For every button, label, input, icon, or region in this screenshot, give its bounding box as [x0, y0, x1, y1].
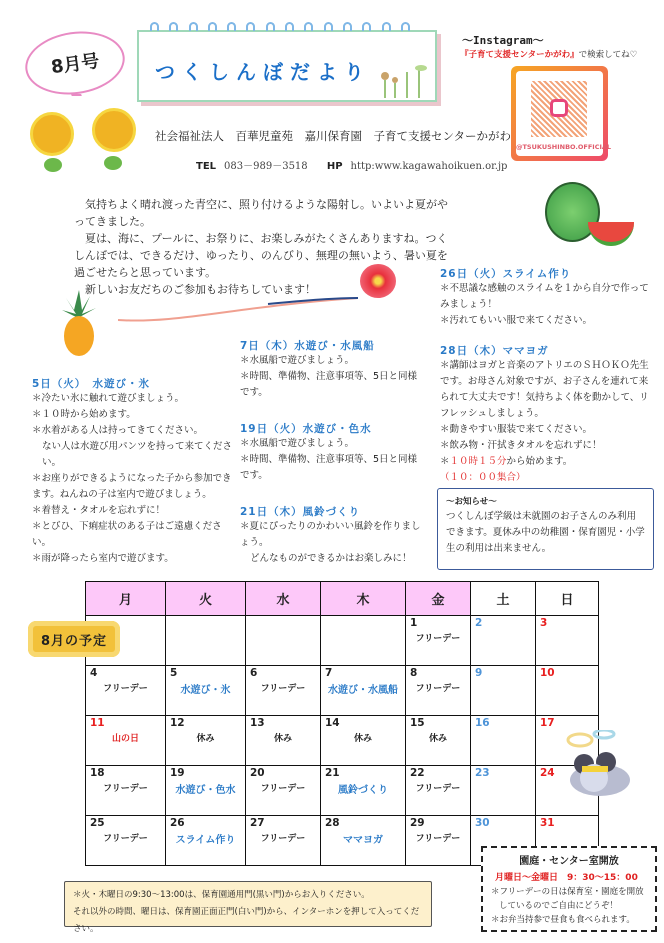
organization-name: 社会福祉法人 百華児童苑 嘉川保育園 子育て支援センターかがわ [155, 129, 512, 143]
day-event: フリーデー [103, 834, 148, 844]
gather-time: （１０：００集合） [440, 472, 526, 483]
weekday-header: 日 [536, 582, 599, 616]
entrance-note-line: それ以外の時間、曜日は、保育園正面正門(白い門)から、インターホンを押して入ってください。 [73, 907, 420, 934]
calendar-day [406, 666, 471, 716]
day-event: フリーデー [415, 634, 461, 644]
hibiscus-icon [360, 264, 396, 298]
day-number: 31 [540, 817, 555, 829]
event-line: ＊とびひ、下痢症状のある子はご遠慮ください。 [32, 521, 222, 548]
event-line: ＊水風船で遊びましょう。 [240, 355, 355, 366]
open-hours: 月曜日～金曜日 9：30～15：00 [495, 873, 638, 883]
day-event: スライム作り [175, 835, 236, 846]
calendar-week [86, 766, 599, 816]
notebook-rings [150, 22, 410, 32]
start-text: から始めます。 [506, 456, 573, 467]
wave-divider [118, 296, 358, 326]
contact-info [196, 157, 523, 172]
calendar-day [246, 616, 321, 666]
calendar-day [166, 716, 246, 766]
day-event: フリーデー [260, 834, 306, 844]
event-line: ＊不思議な感触のスライムを１から自分で作ってみましょう！ [440, 283, 649, 310]
bullet: ＊ [440, 456, 450, 467]
notice-body: つくしんぼ学級は未就園のお子さんのみ利用できます。夏休み中の幼稚園・保育園児・小学生の利用は出来ません。 [446, 511, 645, 554]
event-line: ＊冷たい氷に触れて遊びましょう。 [32, 393, 185, 404]
calendar-week [86, 716, 599, 766]
weekday-header: 水 [246, 582, 321, 616]
calendar-week [86, 616, 599, 666]
event-title: 5日（火） 水遊び・氷 [32, 378, 151, 390]
instagram-title: ～Instagram～ [462, 34, 544, 47]
calendar-day [321, 616, 406, 666]
day-number: 24 [540, 767, 555, 779]
august-calendar [85, 581, 599, 866]
event-line: ＊汚れてもいい服で来てください。 [440, 315, 593, 326]
event-line: ＊お座りができるようになった子から参加できます。ねんねの子は室内で遊びましょう。 [32, 473, 232, 500]
day-number: 26 [170, 817, 185, 829]
event-title: 7日（木）水遊び・水風船 [240, 340, 375, 352]
day-number: 12 [170, 717, 185, 729]
sunflower-icon [92, 108, 136, 152]
calendar-day [246, 666, 321, 716]
day-number: 1 [410, 617, 418, 629]
calendar-day [246, 816, 321, 866]
event-line: ＊雨が降ったら室内で遊びます。 [32, 553, 174, 564]
day-number: 27 [250, 817, 265, 829]
event-line: ＊１０時から始めます。 [32, 409, 136, 420]
entrance-note [64, 881, 432, 934]
calendar-day [86, 816, 166, 866]
calendar-day [471, 766, 536, 816]
day-event: フリーデー [260, 684, 306, 694]
event-line: ＊時間、準備物、注意事項等、5日と同様です。 [240, 371, 418, 398]
calendar-day [321, 716, 406, 766]
day-number: 22 [410, 767, 425, 779]
tel-label: TEL [196, 161, 217, 172]
day-event: フリーデー [103, 684, 148, 694]
day-event: フリーデー [103, 784, 148, 794]
sunflower-icon [30, 112, 74, 156]
calendar-day [321, 816, 406, 866]
event-title: 19日（火）水遊び・色水 [240, 423, 372, 435]
calendar-day [166, 666, 246, 716]
day-event: ママヨガ [343, 835, 383, 846]
instagram-account-name: 『子育て支援センターかがわ』 [460, 50, 579, 60]
day-number: 30 [475, 817, 490, 829]
weekday-header: 金 [406, 582, 471, 616]
day-number: 20 [250, 767, 265, 779]
newsletter-title: つくしんぼだより [155, 60, 371, 84]
calendar-day [86, 666, 166, 716]
event-title: 26日（火）スライム作り [440, 268, 572, 280]
event-aug21 [240, 504, 425, 567]
day-number: 2 [475, 617, 483, 629]
event-line: ＊水風船で遊びましょう。 [240, 438, 355, 449]
event-line [440, 454, 650, 486]
day-number: 19 [170, 767, 185, 779]
homepage-link[interactable]: http:www.kagawahoikuen.or.jp [350, 161, 508, 172]
event-line: ＊夏にぴったりのかわいい風鈴を作りましょう。 [240, 521, 421, 548]
leaf-icon [44, 158, 62, 172]
day-number: 14 [325, 717, 340, 729]
day-number: 11 [90, 717, 105, 729]
open-hours-line: ＊フリーデーの日は保育室・園庭を開放 [491, 887, 644, 897]
calendar-day [246, 766, 321, 816]
day-number: 29 [410, 817, 425, 829]
day-number: 21 [325, 767, 340, 779]
day-number: 23 [475, 767, 490, 779]
notice-title: ～お知らせ～ [446, 497, 497, 507]
intro-paragraph: 夏は、海に、プールに、お祭りに、お楽しみがたくさんありますね。つくしんぼでは、できるだけ、ゆったり、のんびり、無理の無いよう、暑い夏を過ごせたらと思っています。 [74, 232, 448, 279]
day-number: 3 [540, 617, 548, 629]
day-number: 4 [90, 667, 98, 679]
open-hours-title: 園庭・センター室開放 [519, 856, 619, 867]
calendar-day [86, 766, 166, 816]
day-number: 6 [250, 667, 258, 679]
calendar-day [246, 716, 321, 766]
day-event: フリーデー [415, 784, 461, 794]
intro-text [74, 196, 454, 298]
event-line: ＊水着がある人は持ってきてください。 [32, 425, 204, 436]
day-event: 水遊び・氷 [180, 685, 231, 696]
calendar-day [321, 666, 406, 716]
day-number: 8 [410, 667, 418, 679]
day-event: 休み [353, 734, 372, 744]
day-number: 16 [475, 717, 490, 729]
calendar-day [471, 716, 536, 766]
event-aug26 [440, 266, 650, 329]
event-line: ＊着替え・タオルを忘れずに！ [32, 505, 166, 516]
weekday-header: 土 [471, 582, 536, 616]
issue-badge: 8月号 [21, 25, 129, 100]
day-number: 18 [90, 767, 105, 779]
day-number: 15 [410, 717, 425, 729]
day-number [170, 617, 241, 631]
event-aug19 [240, 421, 425, 484]
calendar-day [321, 766, 406, 816]
instagram-icon [550, 99, 568, 117]
events-right [440, 266, 650, 486]
calendar-day [536, 616, 599, 666]
calendar-day [166, 816, 246, 866]
event-title: 21日（木）風鈴づくり [240, 506, 361, 518]
open-hours-line: ＊お弁当持参で昼食も食べられます。 [491, 915, 635, 925]
sprouts-illustration [375, 62, 431, 98]
day-number: 13 [250, 717, 265, 729]
intro-paragraph: 新しいお友だちのご参加もお待ちしています！ [74, 283, 316, 296]
day-event: フリーデー [415, 834, 461, 844]
mouse-illustration [560, 730, 638, 800]
day-number: 28 [325, 817, 340, 829]
day-number: 9 [475, 667, 483, 679]
day-event: 風鈴づくり [338, 785, 388, 796]
weekday-header: 月 [86, 582, 166, 616]
instagram-qr-code[interactable] [511, 66, 612, 161]
calendar-day [471, 616, 536, 666]
start-time: １０時１５分 [449, 456, 507, 467]
tel-number: 083－989－3518 [224, 161, 308, 172]
day-number [325, 617, 401, 631]
intro-paragraph: 気持ちよく晴れ渡った青空に、照り付けるような陽射し。いよいよ夏がやってきました。 [74, 198, 448, 228]
event-line: ＊飲み物・汗拭きタオルを忘れずに！ [440, 440, 602, 451]
day-number: 5 [170, 667, 178, 679]
day-number: 7 [325, 667, 333, 679]
day-event: フリーデー [415, 684, 461, 694]
weekday-header: 火 [166, 582, 246, 616]
calendar-week [86, 666, 599, 716]
calendar-day [406, 716, 471, 766]
day-event: 山の日 [111, 734, 139, 744]
calendar-day [536, 666, 599, 716]
instagram-search-suffix: で検索してね♡ [578, 50, 638, 60]
day-event: 休み [196, 734, 215, 744]
instagram-handle: @TSUKUSHINBO.OFFICIAL [516, 143, 612, 151]
leaf-icon [104, 156, 122, 170]
event-line: ＊講師はヨガと音楽のアトリエのＳＨＯＫＯ先生です。お母さん対象ですが、お子さんを連れて来られて大丈夫です！気持ちよく体を動かして、リフレッシュしましょう。 [440, 360, 649, 419]
day-number [250, 617, 316, 631]
open-hours-line: しているのでご自由にどうぞ！ [499, 901, 619, 911]
open-hours-box [481, 846, 657, 932]
day-event: 休み [428, 734, 447, 744]
event-line: ない人は水遊び用パンツを持って来てください。 [42, 441, 233, 468]
event-line: ＊動きやすい服装で来てください。 [440, 424, 593, 435]
day-event: 水遊び・水風船 [328, 685, 398, 696]
event-aug28 [440, 343, 650, 486]
event-line: どんなものができるかはお楽しみに！ [250, 553, 412, 564]
watermelon-slice-icon [588, 222, 634, 246]
calendar-day [471, 666, 536, 716]
calendar-day [406, 616, 471, 666]
schedule-badge: 8月の予定 [28, 621, 120, 657]
event-aug5 [32, 376, 232, 567]
day-number: 10 [540, 667, 555, 679]
calendar-day [166, 616, 246, 666]
day-event: 水遊び・色水 [175, 785, 236, 796]
entrance-note-line: ＊火・木曜日の9:30～13:00は、保育園通用門(黒い門)からお入りください。 [73, 890, 370, 900]
hp-label: HP [326, 161, 343, 172]
calendar-day [86, 716, 166, 766]
instagram-search-hint [460, 48, 637, 60]
event-aug7 [240, 338, 425, 401]
day-event: 休み [273, 734, 292, 744]
day-number: 25 [90, 817, 105, 829]
day-number: 17 [540, 717, 555, 729]
pineapple-icon [60, 288, 98, 358]
events-middle [240, 338, 425, 567]
notice-box [437, 488, 654, 570]
event-title: 28日（木）ママヨガ [440, 345, 549, 357]
calendar-day [406, 816, 471, 866]
calendar-day [406, 766, 471, 816]
event-line: ＊時間、準備物、注意事項等、5日と同様です。 [240, 454, 418, 481]
day-event: フリーデー [260, 784, 306, 794]
weekday-header: 木 [321, 582, 406, 616]
calendar-day [166, 766, 246, 816]
